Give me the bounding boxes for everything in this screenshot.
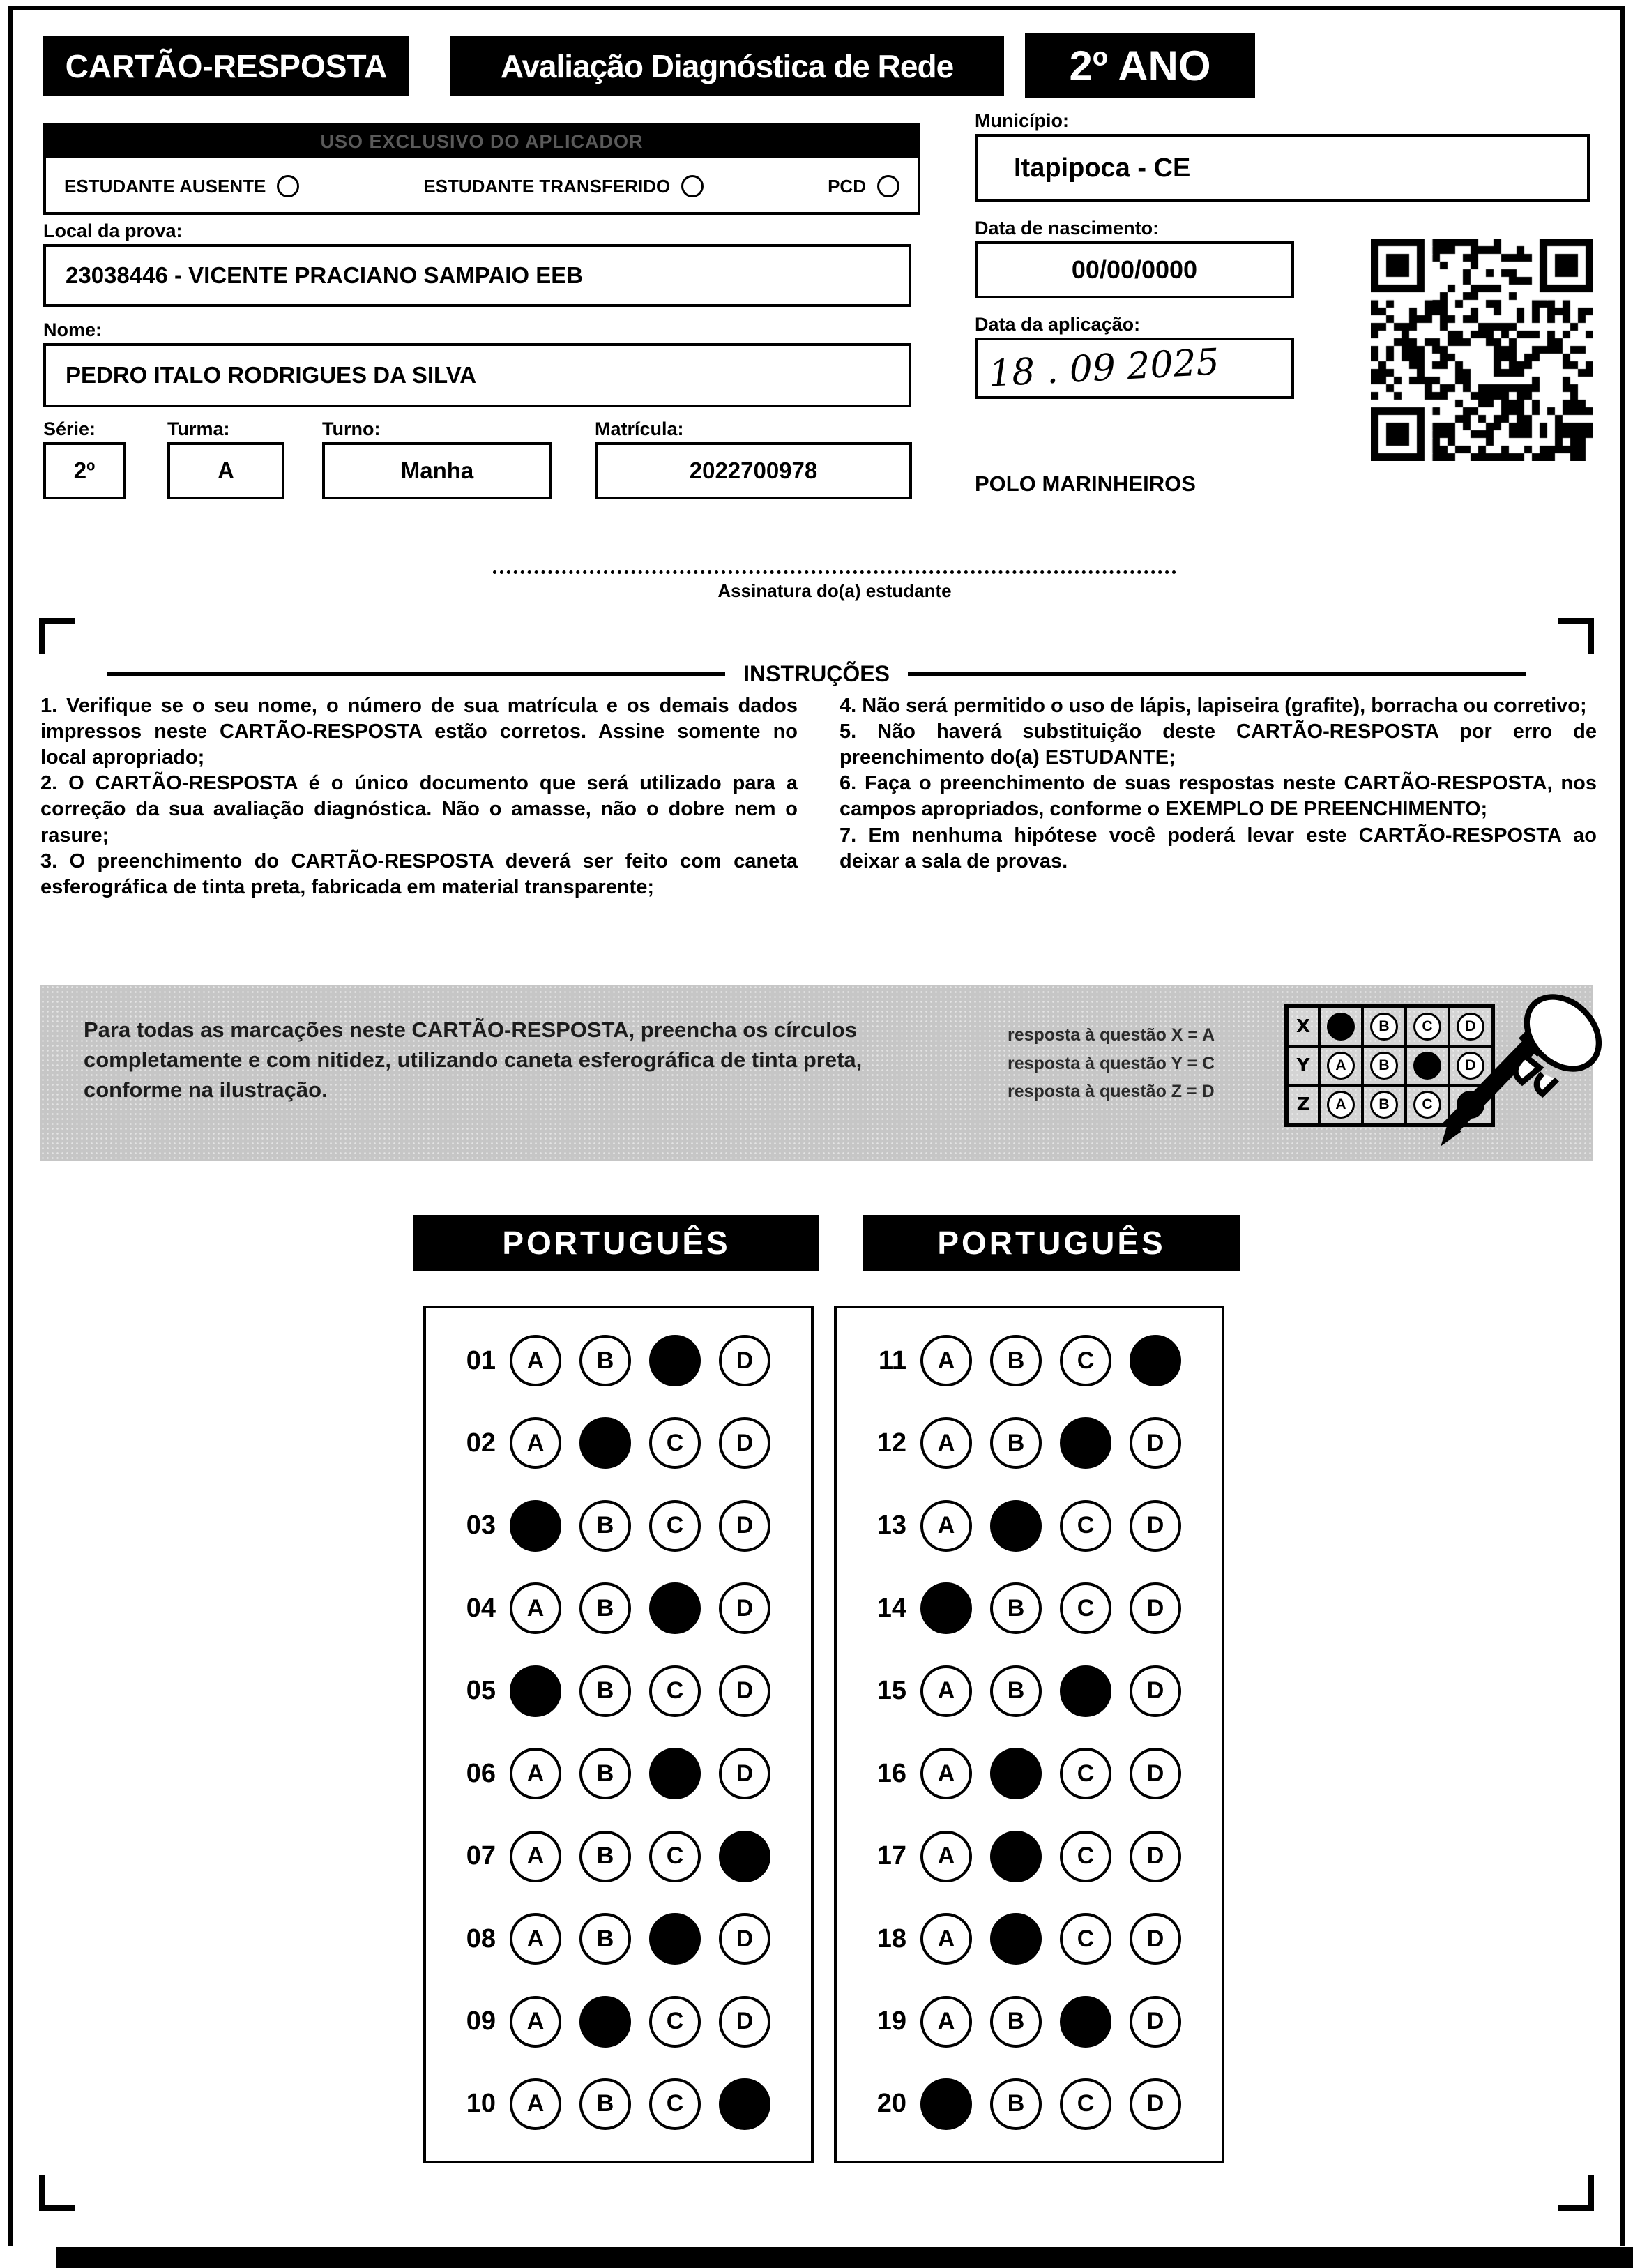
matricula-field	[595, 442, 912, 499]
answer-bubble-20-B[interactable]: B	[990, 2078, 1042, 2130]
instructions-rule-left	[107, 672, 725, 676]
example-text: Para todas as marcações neste CARTÃO-RESPOSTA, preencha os círculos completamente e com nitidez, utilizando caneta esferográfica de tinta preta, conforme na ilustração.	[84, 1018, 863, 1102]
form-title: CARTÃO-RESPOSTA	[43, 36, 409, 96]
nome-label: Nome:	[43, 319, 102, 340]
answer-bubble-19-C[interactable]	[1060, 1996, 1111, 2048]
question-row	[858, 1582, 1222, 1634]
question-number: 20	[876, 2089, 906, 2119]
polo-label: POLO MARINHEIROS	[975, 471, 1196, 496]
answer-bubble-17-A[interactable]: A	[920, 1831, 972, 1882]
answer-bubble-06-D[interactable]: D	[719, 1748, 770, 1799]
answer-bubble-07-B[interactable]: B	[579, 1831, 631, 1882]
answer-bubble-10-B[interactable]: B	[579, 2078, 631, 2130]
example-bubble: B	[1370, 1091, 1398, 1119]
example-row-label: Y	[1287, 1046, 1319, 1085]
answer-bubble-09-B[interactable]	[579, 1996, 631, 2048]
question-number: 09	[466, 2006, 496, 2036]
answer-bubble-05-A[interactable]	[510, 1665, 561, 1717]
question-row	[447, 1665, 811, 1717]
answer-bubble-13-A[interactable]: A	[920, 1500, 972, 1552]
example-banner	[40, 985, 1593, 1161]
aplicador-option-label: ESTUDANTE AUSENTE	[64, 175, 266, 197]
answer-bubble-11-B[interactable]: B	[990, 1335, 1042, 1386]
example-bubble: C	[1413, 1013, 1441, 1041]
instructions-rule-right	[908, 672, 1526, 676]
answer-bubble-01-A[interactable]: A	[510, 1335, 561, 1386]
answer-bubble-14-C[interactable]: C	[1060, 1582, 1111, 1634]
example-bubble	[1327, 1013, 1355, 1041]
answer-bubble-12-C[interactable]	[1060, 1417, 1111, 1469]
aplicacao-label: Data da aplicação:	[975, 314, 1141, 335]
answer-bubble-03-C[interactable]: C	[649, 1500, 701, 1552]
answer-bubble-09-D[interactable]: D	[719, 1996, 770, 2048]
question-number: 11	[878, 1345, 906, 1375]
answer-bubble-15-C[interactable]	[1060, 1665, 1111, 1717]
answer-bubble-06-C[interactable]	[649, 1748, 701, 1799]
answer-bubble-06-A[interactable]: A	[510, 1748, 561, 1799]
instructions-right	[840, 693, 1597, 900]
example-cell	[1319, 1007, 1362, 1046]
aplicador-bar-label: USO EXCLUSIVO DO APLICADOR	[46, 126, 918, 158]
answer-bubble-16-C[interactable]: C	[1060, 1748, 1111, 1799]
answer-bubble-18-D[interactable]: D	[1130, 1913, 1181, 1965]
aplicador-option-bubble[interactable]	[277, 175, 299, 197]
nascimento-label: Data de nascimento:	[975, 218, 1160, 239]
answer-bubble-17-B[interactable]	[990, 1831, 1042, 1882]
example-cell	[1319, 1085, 1362, 1124]
corner-mark-top-right	[1558, 618, 1594, 654]
question-row	[447, 1417, 811, 1469]
question-row	[447, 1500, 811, 1552]
example-cell	[1319, 1046, 1362, 1085]
question-row	[447, 2078, 811, 2130]
answer-bubble-18-C[interactable]: C	[1060, 1913, 1111, 1965]
answer-bubble-08-D[interactable]: D	[719, 1913, 770, 1965]
question-number: 06	[466, 1758, 496, 1788]
example-cell	[1362, 1046, 1406, 1085]
answer-bubble-11-A[interactable]: A	[920, 1335, 972, 1386]
municipio-field	[975, 134, 1590, 202]
answer-bubble-12-A[interactable]: A	[920, 1417, 972, 1469]
question-row	[858, 1665, 1222, 1717]
instructions-title: INSTRUÇÕES	[743, 661, 890, 686]
question-number: 17	[876, 1841, 906, 1871]
answer-bubble-07-A[interactable]: A	[510, 1831, 561, 1882]
answer-bubble-19-B[interactable]: B	[990, 1996, 1042, 2048]
question-row	[447, 1996, 811, 2048]
aplicador-option-label: ESTUDANTE TRANSFERIDO	[423, 175, 671, 197]
question-number: 13	[876, 1511, 906, 1541]
answer-bubble-02-B[interactable]	[579, 1417, 631, 1469]
answer-bubble-20-D[interactable]: D	[1130, 2078, 1181, 2130]
example-row-label: Z	[1287, 1085, 1319, 1124]
answer-bubble-13-C[interactable]: C	[1060, 1500, 1111, 1552]
question-row	[858, 1748, 1222, 1799]
answer-bubble-17-D[interactable]: D	[1130, 1831, 1181, 1882]
turno-label: Turno:	[322, 418, 381, 439]
answer-bubble-10-A[interactable]: A	[510, 2078, 561, 2130]
answer-bubble-02-C[interactable]: C	[649, 1417, 701, 1469]
answer-bubble-19-D[interactable]: D	[1130, 1996, 1181, 2048]
question-row	[858, 1996, 1222, 2048]
answer-bubble-01-C[interactable]	[649, 1335, 701, 1386]
answer-block-2	[834, 1306, 1224, 2163]
grade-badge: 2º ANO	[1025, 33, 1255, 98]
answer-bubble-10-C[interactable]: C	[649, 2078, 701, 2130]
aplicacao-handwritten-value: 18 . 09 2025	[987, 341, 1221, 395]
instruction-item: 7. Em nenhuma hipótese você poderá levar este CARTÃO-RESPOSTA ao deixar a sala de provas.	[840, 824, 1597, 872]
turma-value: A	[218, 458, 234, 483]
nascimento-value: 00/00/0000	[1071, 255, 1198, 284]
question-row	[447, 1335, 811, 1386]
answer-bubble-04-B[interactable]: B	[579, 1582, 631, 1634]
answer-bubble-20-A[interactable]	[920, 2078, 972, 2130]
example-legend-line: resposta à questão Z = D	[1008, 1082, 1215, 1101]
aplicador-options	[46, 158, 918, 215]
answer-bubble-04-D[interactable]: D	[719, 1582, 770, 1634]
question-row	[447, 1582, 811, 1634]
answer-bubble-16-D[interactable]: D	[1130, 1748, 1181, 1799]
question-number: 02	[466, 1428, 496, 1458]
aplicador-option	[828, 175, 899, 197]
matricula-value: 2022700978	[689, 458, 818, 483]
matricula-label: Matrícula:	[595, 418, 684, 439]
answer-bubble-08-A[interactable]: A	[510, 1913, 561, 1965]
answer-bubble-04-A[interactable]: A	[510, 1582, 561, 1634]
answer-bubble-12-D[interactable]: D	[1130, 1417, 1181, 1469]
question-row	[858, 1417, 1222, 1469]
answer-bubble-09-A[interactable]: A	[510, 1996, 561, 2048]
example-bubble: D	[1457, 1052, 1484, 1080]
instruction-item: 5. Não haverá substituição deste CARTÃO-RESPOSTA por erro de preenchimento do(a) ESTUDANTE;	[840, 720, 1597, 769]
question-row	[858, 1335, 1222, 1386]
turno-value: Manha	[400, 458, 474, 483]
answer-bubble-03-A[interactable]	[510, 1500, 561, 1552]
answer-bubble-15-B[interactable]: B	[990, 1665, 1042, 1717]
aplicador-option	[64, 175, 299, 197]
example-cell	[1362, 1007, 1406, 1046]
question-row	[447, 1831, 811, 1882]
answer-bubble-06-B[interactable]: B	[579, 1748, 631, 1799]
aplicador-option-label: PCD	[828, 175, 866, 197]
answer-bubble-01-D[interactable]: D	[719, 1335, 770, 1386]
answer-bubble-15-A[interactable]: A	[920, 1665, 972, 1717]
answer-bubble-02-A[interactable]: A	[510, 1417, 561, 1469]
question-row	[858, 2078, 1222, 2130]
answer-bubble-05-C[interactable]: C	[649, 1665, 701, 1717]
local-label: Local da prova:	[43, 220, 183, 241]
instructions-columns	[40, 693, 1597, 900]
answer-bubble-07-C[interactable]: C	[649, 1831, 701, 1882]
example-bubble: C	[1413, 1091, 1441, 1119]
example-legend-line: resposta à questão X = A	[1008, 1025, 1215, 1045]
serie-value: 2º	[73, 458, 96, 483]
question-number: 15	[876, 1676, 906, 1706]
answer-bubble-03-B[interactable]: B	[579, 1500, 631, 1552]
question-number: 14	[876, 1593, 906, 1623]
answer-bubble-07-D[interactable]	[719, 1831, 770, 1882]
serie-label: Série:	[43, 418, 96, 439]
turma-field	[167, 442, 284, 499]
answer-bubble-13-D[interactable]: D	[1130, 1500, 1181, 1552]
answer-bubble-12-B[interactable]: B	[990, 1417, 1042, 1469]
question-number: 04	[466, 1593, 496, 1623]
question-row	[858, 1500, 1222, 1552]
answer-bubble-15-D[interactable]: D	[1130, 1665, 1181, 1717]
nascimento-field	[975, 241, 1294, 298]
question-number: 01	[466, 1345, 496, 1375]
answer-bubble-04-C[interactable]	[649, 1582, 701, 1634]
answer-bubble-17-C[interactable]: C	[1060, 1831, 1111, 1882]
hand-pen-icon	[1435, 981, 1609, 1155]
example-cell	[1362, 1085, 1406, 1124]
aplicador-option-bubble[interactable]	[877, 175, 899, 197]
answer-bubble-19-A[interactable]: A	[920, 1996, 972, 2048]
answer-bubble-03-D[interactable]: D	[719, 1500, 770, 1552]
aplicacao-field[interactable]	[975, 338, 1294, 399]
question-number: 03	[466, 1511, 496, 1541]
example-bubble: A	[1327, 1052, 1355, 1080]
question-row	[858, 1913, 1222, 1965]
example-row-label: X	[1287, 1007, 1319, 1046]
local-value: 23038446 - VICENTE PRACIANO SAMPAIO EEB	[66, 262, 584, 288]
signature-label: Assinatura do(a) estudante	[717, 580, 952, 601]
example-bubble: B	[1370, 1013, 1398, 1041]
answer-bubble-16-A[interactable]: A	[920, 1748, 972, 1799]
instruction-item: 2. O CARTÃO-RESPOSTA é o único documento que será utilizado para a correção da sua avaliação diagnóstica. Não o amasse, não o dobre nem o rasure;	[40, 772, 798, 847]
question-number: 12	[876, 1428, 906, 1458]
question-number: 05	[466, 1676, 496, 1706]
question-number: 16	[876, 1758, 906, 1788]
example-legend	[1008, 1021, 1215, 1106]
answer-bubble-20-C[interactable]: C	[1060, 2078, 1111, 2130]
question-number: 08	[466, 1923, 496, 1953]
section-title-portugues-1: PORTUGUÊS	[413, 1215, 819, 1271]
question-number: 10	[466, 2089, 496, 2119]
answer-bubble-13-B[interactable]	[990, 1500, 1042, 1552]
answer-bubble-10-D[interactable]	[719, 2078, 770, 2130]
qr-code	[1371, 239, 1593, 461]
answer-bubble-08-C[interactable]	[649, 1913, 701, 1965]
bottom-registration-bar	[56, 2247, 1633, 2268]
local-field	[43, 244, 911, 307]
answer-bubble-08-B[interactable]: B	[579, 1913, 631, 1965]
instruction-item: 3. O preenchimento do CARTÃO-RESPOSTA deverá ser feito com caneta esferográfica de tinta preta, fabricada em material transparente;	[40, 849, 798, 898]
example-bubble: B	[1370, 1052, 1398, 1080]
example-bubble: D	[1457, 1013, 1484, 1041]
municipio-label: Município:	[975, 110, 1069, 131]
aplicador-option-bubble[interactable]	[681, 175, 704, 197]
serie-field	[43, 442, 126, 499]
instructions-left	[40, 693, 798, 900]
answer-bubble-14-B[interactable]: B	[990, 1582, 1042, 1634]
answer-bubble-05-D[interactable]: D	[719, 1665, 770, 1717]
answer-bubble-18-B[interactable]	[990, 1913, 1042, 1965]
instruction-item: 6. Faça o preenchimento de suas respostas neste CARTÃO-RESPOSTA, nos campos apropriados, conforme o EXEMPLO DE PREENCHIMENTO;	[840, 772, 1597, 821]
question-row	[858, 1831, 1222, 1882]
answer-bubble-05-B[interactable]: B	[579, 1665, 631, 1717]
turma-label: Turma:	[167, 418, 230, 439]
instruction-item: 4. Não será permitido o uso de lápis, lapiseira (grafite), borracha ou corretivo;	[840, 695, 1587, 717]
answer-bubble-01-B[interactable]: B	[579, 1335, 631, 1386]
answer-bubble-11-D[interactable]	[1130, 1335, 1181, 1386]
answer-bubble-16-B[interactable]	[990, 1748, 1042, 1799]
question-row	[447, 1913, 811, 1965]
question-number: 18	[876, 1923, 906, 1953]
corner-mark-top-left	[39, 618, 75, 654]
instructions-header	[40, 661, 1593, 687]
turno-field	[322, 442, 552, 499]
aplicador-box	[43, 123, 920, 215]
answer-bubble-14-A[interactable]	[920, 1582, 972, 1634]
nome-field	[43, 343, 911, 407]
corner-mark-bottom-right	[1558, 2175, 1594, 2211]
example-legend-line: resposta à questão Y = C	[1008, 1053, 1215, 1073]
question-number: 07	[466, 1841, 496, 1871]
section-title-portugues-2: PORTUGUÊS	[863, 1215, 1240, 1271]
form-subtitle: Avaliação Diagnóstica de Rede	[450, 36, 1004, 96]
question-number: 19	[876, 2006, 906, 2036]
answer-bubble-09-C[interactable]: C	[649, 1996, 701, 2048]
nome-value: PEDRO ITALO RODRIGUES DA SILVA	[66, 362, 477, 388]
answer-bubble-11-C[interactable]: C	[1060, 1335, 1111, 1386]
example-bubble: A	[1327, 1091, 1355, 1119]
answer-bubble-14-D[interactable]: D	[1130, 1582, 1181, 1634]
corner-mark-bottom-left	[39, 2175, 75, 2211]
signature-line[interactable]	[493, 570, 1176, 574]
municipio-value: Itapipoca - CE	[1014, 153, 1191, 183]
answer-bubble-02-D[interactable]: D	[719, 1417, 770, 1469]
answer-block-1	[423, 1306, 814, 2163]
answer-bubble-18-A[interactable]: A	[920, 1913, 972, 1965]
instruction-item: 1. Verifique se o seu nome, o número de sua matrícula e os demais dados impressos neste CARTÃO-RESPOSTA estão corretos. Assine somente no local apropriado;	[40, 695, 798, 769]
question-row	[447, 1748, 811, 1799]
aplicador-option	[423, 175, 704, 197]
